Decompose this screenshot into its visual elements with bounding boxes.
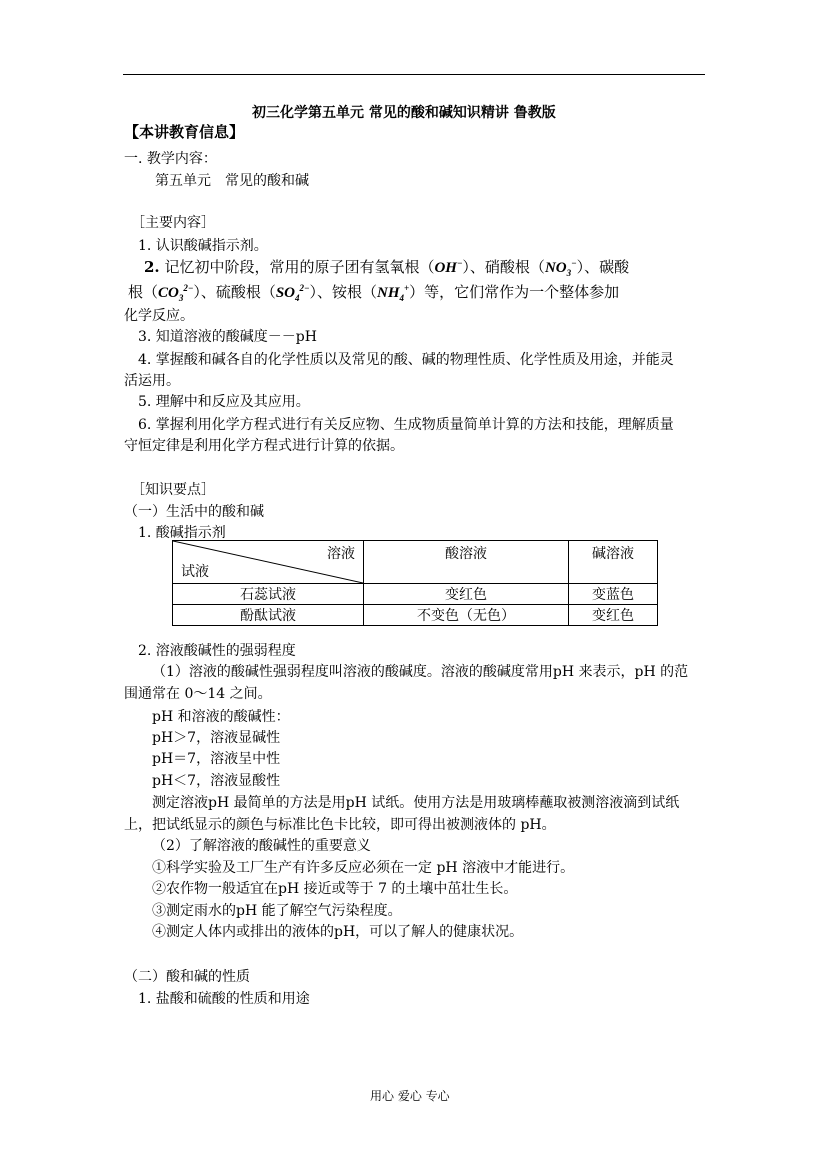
significance-1: ①科学实验及工厂生产有许多反应必须在一定 pH 溶液中才能进行。 bbox=[152, 860, 575, 876]
ph-intro: pH 和溶液的酸碱性： bbox=[152, 709, 290, 725]
page-footer: 用心 爱心 专心 bbox=[370, 1089, 450, 1103]
nitrate-formula: $NO_3^-$ bbox=[544, 258, 577, 278]
section-info-heading: 【本讲教育信息】 bbox=[124, 123, 245, 141]
main-item-4-line1: 4. 掌握酸和碱各自的化学性质以及常见的酸、碱的物理性质、化学性质及用途，并能灵 bbox=[138, 352, 674, 368]
table-header-row bbox=[173, 541, 658, 584]
paragraph-2-heading: （2）了解溶液的酸碱性的重要意义 bbox=[152, 838, 371, 854]
sub-1-heading: 1. 酸碱指示剂 bbox=[138, 525, 226, 541]
paragraph-1-line1: （1）溶液的酸碱性强弱程度叫溶液的酸碱度。溶液的酸碱度常用pH 来表示，pH 的范 bbox=[152, 664, 689, 680]
item-2-text: ）、硝酸根（ bbox=[462, 258, 545, 276]
table-corner-cell bbox=[173, 541, 364, 584]
item-2-text: 记忆初中阶段，常用的原子团有氢氧根（ bbox=[159, 258, 435, 276]
knowledge-heading: ［知识要点］ bbox=[131, 482, 215, 498]
column-header: 酸溶液 bbox=[364, 541, 569, 584]
part-1-heading: （一）生活中的酸和碱 bbox=[124, 504, 264, 520]
table-cell: 酚酞试液 bbox=[173, 605, 364, 626]
sulfate-formula: $SO_4^{2-}$ bbox=[275, 283, 310, 303]
method-line1: 测定溶液pH 最简单的方法是用pH 试纸。使用方法是用玻璃棒蘸取被测溶液滴到试纸 bbox=[152, 795, 680, 811]
main-item-3: 3. 知道溶液的酸碱度－－pH bbox=[138, 329, 317, 345]
table-cell: 变蓝色 bbox=[568, 584, 657, 605]
main-item-2-line1 bbox=[144, 256, 629, 278]
table-cell: 石蕊试液 bbox=[173, 584, 364, 605]
main-item-2-line2 bbox=[128, 281, 619, 303]
main-item-1: 1. 认识酸碱指示剂。 bbox=[138, 238, 268, 254]
carbonate-formula: $CO_3^{2-}$ bbox=[158, 283, 194, 303]
ammonium-formula: $NH_4^+$ bbox=[377, 283, 410, 303]
table-row bbox=[173, 584, 658, 605]
item-2-text: ）、硫酸根（ bbox=[193, 283, 276, 301]
sub-3-heading: 1. 盐酸和硫酸的性质和用途 bbox=[138, 991, 310, 1007]
main-item-6-line2: 守恒定律是利用化学方程式进行计算的依据。 bbox=[124, 438, 404, 454]
ph-acidic: pH＜7，溶液显酸性 bbox=[152, 773, 281, 789]
method-line2: 上，把试纸显示的颜色与标准比色卡比较，即可得出被测液体的 pH。 bbox=[124, 817, 556, 833]
significance-3: ③测定雨水的pH 能了解空气污染程度。 bbox=[152, 903, 402, 919]
header-rule bbox=[123, 74, 705, 75]
table-cell: 变红色 bbox=[568, 605, 657, 626]
sub-2-heading: 2. 溶液酸碱性的强弱程度 bbox=[138, 643, 296, 659]
main-item-2-line3: 化学反应。 bbox=[124, 308, 194, 324]
main-content-heading: ［主要内容］ bbox=[131, 215, 215, 231]
corner-top-label: 溶液 bbox=[327, 546, 355, 562]
hydroxide-formula: OH− bbox=[434, 258, 463, 276]
table-row bbox=[173, 605, 658, 626]
item-2-text: 根（ bbox=[128, 283, 159, 301]
teaching-heading: 一. 教学内容： bbox=[124, 151, 217, 167]
corner-bottom-label: 试液 bbox=[181, 564, 209, 580]
page-title: 初三化学第五单元 常见的酸和碱知识精讲 鲁教版 bbox=[252, 105, 556, 121]
main-item-4-line2: 活运用。 bbox=[124, 373, 180, 389]
significance-2: ②农作物一般适宜在pH 接近或等于 7 的土壤中茁壮生长。 bbox=[152, 881, 518, 897]
main-item-5: 5. 理解中和反应及其应用。 bbox=[138, 394, 310, 410]
ph-neutral: pH＝7，溶液呈中性 bbox=[152, 751, 281, 767]
item-2-text: ）、碳酸 bbox=[576, 258, 630, 276]
item-2-text: ）等，它们常作为一个整体参加 bbox=[409, 283, 620, 301]
part-2-heading: （二）酸和碱的性质 bbox=[124, 969, 250, 985]
item-2-number: 2. bbox=[144, 258, 160, 276]
table-cell: 不变色（无色） bbox=[364, 605, 569, 626]
item-2-text: ）、铵根（ bbox=[309, 283, 378, 301]
table-cell: 变红色 bbox=[364, 584, 569, 605]
paragraph-1-line2: 围通常在 0～14 之间。 bbox=[124, 686, 272, 702]
indicator-table bbox=[172, 540, 658, 626]
column-header: 碱溶液 bbox=[568, 541, 657, 584]
teaching-unit: 第五单元 常见的酸和碱 bbox=[155, 173, 309, 189]
significance-4: ④测定人体内或排出的液体的pH，可以了解人的健康状况。 bbox=[152, 924, 524, 940]
main-item-6-line1: 6. 掌握利用化学方程式进行有关反应物、生成物质量简单计算的方法和技能，理解质量 bbox=[138, 417, 674, 433]
ph-basic: pH＞7，溶液显碱性 bbox=[152, 730, 281, 746]
